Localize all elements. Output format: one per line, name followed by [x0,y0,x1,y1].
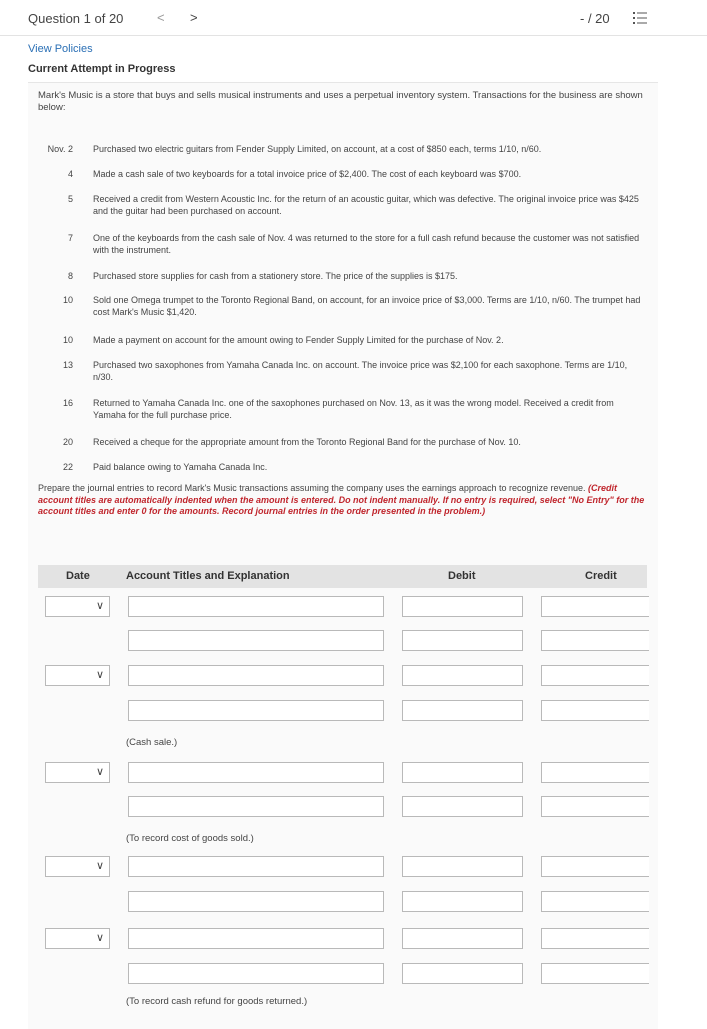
transaction-text: Purchased two saxophones from Yamaha Canada Inc. on account. The invoice price was $2,100 for each saxophone. Terms are 1/10, n/30. [93,360,628,382]
transaction-date: 20 [62,437,73,447]
account-title-input[interactable] [128,596,384,617]
date-select[interactable] [45,762,110,783]
chevron-down-icon: ∨ [95,600,104,612]
account-column-header: Account Titles and Explanation [126,570,290,582]
debit-input[interactable] [402,596,523,617]
account-title-input[interactable] [128,928,384,949]
debit-input[interactable] [402,700,523,721]
date-select[interactable] [45,665,110,686]
date-select[interactable] [45,596,110,617]
transaction-date: 16 [62,398,73,408]
debit-input[interactable] [402,928,523,949]
transaction-date: 5 [67,194,73,204]
score-display: - / 20 [580,11,610,26]
chevron-down-icon: ∨ [95,932,104,944]
credit-input[interactable] [541,856,649,877]
transaction-date: 7 [67,233,73,243]
account-title-input[interactable] [128,856,384,877]
instructions [38,483,653,518]
credit-input[interactable] [541,630,649,651]
question-panel [28,82,658,1029]
transaction-date: 10 [62,295,73,305]
question-number: Question 1 of 20 [28,11,124,26]
credit-input[interactable] [541,928,649,949]
debit-input[interactable] [402,856,523,877]
credit-column-header: Credit [585,570,617,582]
credit-input[interactable] [541,700,649,721]
instructions-main: Prepare the journal entries to record Mark's Music transactions assuming the company uses the earnings approach to recognize revenue. [38,483,589,493]
credit-input[interactable] [541,796,649,817]
transaction-text: Returned to Yamaha Canada Inc. one of the saxophones purchased on Nov. 13, as it was the wrong model. Received a credit from Yamaha for the full purchase price. [93,398,614,420]
credit-input[interactable] [541,891,649,912]
credit-input[interactable] [541,665,649,686]
attempt-status: Current Attempt in Progress [28,63,176,75]
transaction-date: 13 [62,360,73,370]
transaction-text: Made a cash sale of two keyboards for a total invoice price of $2,400. The cost of each keyboard was $700. [93,169,522,179]
transaction-date: 8 [67,271,73,281]
previous-question-button[interactable]: < [157,10,165,25]
chevron-down-icon: ∨ [95,860,104,872]
account-title-input[interactable] [128,762,384,783]
credit-input[interactable] [541,596,649,617]
transaction-text: Received a cheque for the appropriate amount from the Toronto Regional Band for the purchase of Nov. 10. [93,437,521,447]
account-title-input[interactable] [128,630,384,651]
transaction-date: 4 [67,169,73,179]
date-column-header: Date [66,570,90,582]
credit-input[interactable] [541,963,649,984]
transaction-text: Received a credit from Western Acoustic Inc. for the return of an acoustic guitar, which was defective. The original invoice price was $425 and the guitar had been purchased on account. [93,194,639,216]
debit-input[interactable] [402,963,523,984]
top-bar [0,0,707,36]
debit-input[interactable] [402,796,523,817]
next-question-button[interactable]: > [190,10,198,25]
debit-input[interactable] [402,665,523,686]
debit-input[interactable] [402,891,523,912]
debit-input[interactable] [402,630,523,651]
debit-column-header: Debit [448,570,476,582]
account-title-input[interactable] [128,796,384,817]
instructions-warning: (Credit account titles are automatically indented when the amount is entered. Do not indent manually. If no entry is required, select "No Entry" for the account titles and enter 0 for the amounts. Record journal entries in the order presented in the problem.) [38,483,645,516]
view-policies-link[interactable]: View Policies [28,43,93,55]
entry-explanation: (To record cost of goods sold.) [126,833,254,844]
credit-input[interactable] [541,762,649,783]
account-title-input[interactable] [128,700,384,721]
transaction-text: Purchased two electric guitars from Fender Supply Limited, on account, at a cost of $850 each, terms 1/10, n/60. [93,144,542,154]
account-title-input[interactable] [128,891,384,912]
transaction-text: Made a payment on account for the amount owing to Fender Supply Limited for the purchase of Nov. 2. [93,335,504,345]
entry-explanation: (Cash sale.) [126,737,178,748]
account-title-input[interactable] [128,665,384,686]
date-select[interactable] [45,928,110,949]
transaction-date: 10 [62,335,73,345]
transaction-date: 22 [62,462,73,472]
transaction-text: One of the keyboards from the cash sale of Nov. 4 was returned to the store for a full cash refund because the customer was not satisfied with the instrument. [93,233,640,255]
transaction-text: Sold one Omega trumpet to the Toronto Regional Band, on account, for an invoice price of $3,000. Terms are 1/10, n/60. The trumpet had cost Mark's Music $1,420. [93,295,641,317]
chevron-down-icon: ∨ [95,766,104,778]
account-title-input[interactable] [128,963,384,984]
transaction-text: Purchased store supplies for cash from a stationery store. The price of the supplies is $175. [93,271,458,281]
transaction-text: Paid balance owing to Yamaha Canada Inc. [93,462,268,472]
debit-input[interactable] [402,762,523,783]
chevron-down-icon: ∨ [95,669,104,681]
entry-explanation: (To record cash refund for goods returned.) [126,996,308,1007]
problem-intro: Mark's Music is a store that buys and sells musical instruments and uses a perpetual inventory system. Transactions for the business are shown below: [38,90,643,113]
question-list-icon[interactable] [633,12,647,24]
date-select[interactable] [45,856,110,877]
transaction-date: Nov. 2 [47,144,73,154]
journal-table-header [38,565,647,588]
